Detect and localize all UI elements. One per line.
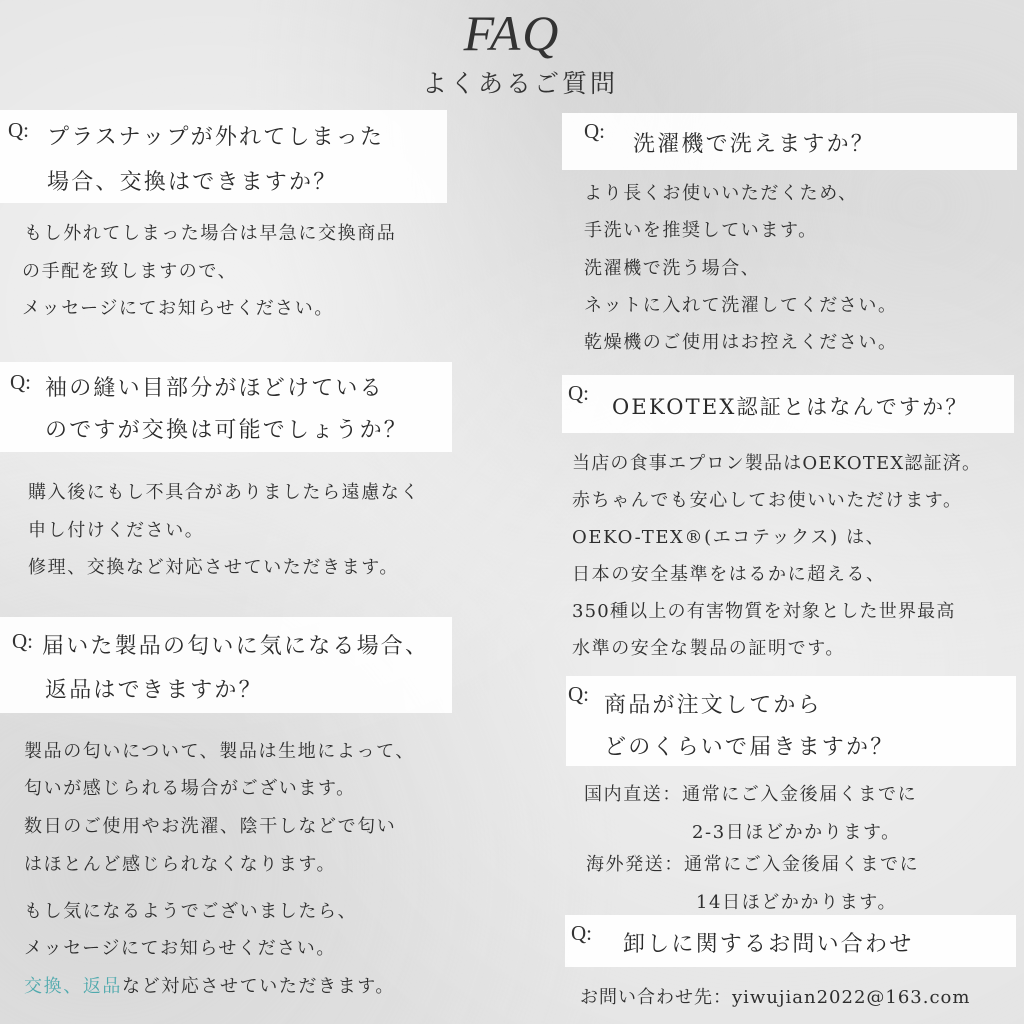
answer-line: 赤ちゃんでも安心してお使いいただけます。 [572,490,963,511]
question-box-oekotex [562,375,1014,433]
answer-rest: など対応させていただきます。 [122,976,395,997]
q-label: Q: [10,370,31,394]
answer-line: 申し付けください。 [28,520,205,541]
question-box-washing [562,113,1017,170]
question-line: 返品はできますか？ [45,678,263,703]
answer-line: 水準の安全な製品の証明です。 [572,638,845,659]
answer-line-highlight [24,972,395,998]
question-line: OEKOTEX認証とはなんですか？ [612,395,969,419]
question-box-snap [0,110,447,203]
answer-line: 国内直送：通常にご入金後届くまでに [584,784,918,805]
answer-line: メッセージにてお知らせください。 [22,298,334,319]
answer-line: 洗濯機で洗う場合、 [584,258,761,279]
q-label: Q: [568,682,589,706]
answer-line: 修理、交換など対応させていただきます。 [28,557,399,578]
answer-line: 製品の匂いについて、製品は生地によって、 [24,741,415,762]
question-box-delivery [566,676,1016,766]
page-subtitle: よくあるご質問 [421,69,618,98]
answer-line: メッセージにてお知らせください。 [24,938,336,959]
answer-line: 当店の食事エプロン製品はOEKOTEX認証済。 [572,453,982,474]
question-line: 袖の縫い目部分がほどけている [45,376,384,401]
question-line: プラスナップが外れてしまった [47,125,385,150]
answer-line: 日本の安全基準をはるかに超える、 [572,564,886,585]
question-line: 洗濯機で洗えますか？ [633,132,876,157]
answer-line: 手洗いを推奨しています。 [584,220,818,241]
question-line: 届いた製品の匂いに気になる場合、 [42,634,430,659]
highlight-separator: 、 [63,976,83,997]
answer-line: 2-3日ほどかかります。 [692,822,901,843]
answer-line: 数日のご使用やお洗濯、陰干しなどで匂い [24,816,397,837]
question-line: のですが交換は可能でしょうか？ [45,418,409,443]
answer-line: もし気になるようでございましたら、 [24,901,358,922]
question-box-seam [0,362,452,452]
highlight-exchange: 交換 [24,976,64,997]
answer-line: 購入後にもし不具合がありましたら遠慮なく [28,482,420,503]
contact-email: お問い合わせ先：yiwujian2022@163.com [580,987,971,1008]
answer-line: 匂いが感じられる場合がございます。 [24,778,356,799]
question-line: どのくらいで届きますか？ [604,735,895,760]
question-line: 商品が注文してから [604,693,822,718]
q-label: Q: [568,381,589,405]
answer-line: もし外れてしまった場合は早急に交換商品 [24,223,397,244]
answer-line: 乾燥機のご使用はお控えください。 [584,332,898,353]
answer-line: はほとんど感じられなくなります。 [24,854,337,875]
question-line: 卸しに関するお問い合わせ [623,932,914,957]
answer-line: の手配を致しますので、 [22,261,238,282]
q-label: Q: [584,119,605,143]
answer-line: 海外発送：通常にご入金後届くまでに [586,854,920,875]
answer-line: より長くお使いいただくため、 [584,183,858,204]
answer-line: OEKO-TEX®(エコテックス) は、 [572,527,886,548]
q-label: Q: [571,921,592,945]
question-box-odor [0,617,452,713]
q-label: Q: [12,629,33,653]
answer-line: 14日ほどかかります。 [696,892,898,913]
page-title: FAQ [463,5,561,61]
answer-line: ネットに入れて洗濯してください。 [584,295,898,316]
q-label: Q: [8,118,29,142]
highlight-return: 返品 [82,976,123,997]
answer-line: 350種以上の有害物質を対象とした世界最高 [572,601,956,622]
question-line: 場合、交換はできますか？ [47,170,338,195]
question-box-wholesale [565,915,1016,967]
